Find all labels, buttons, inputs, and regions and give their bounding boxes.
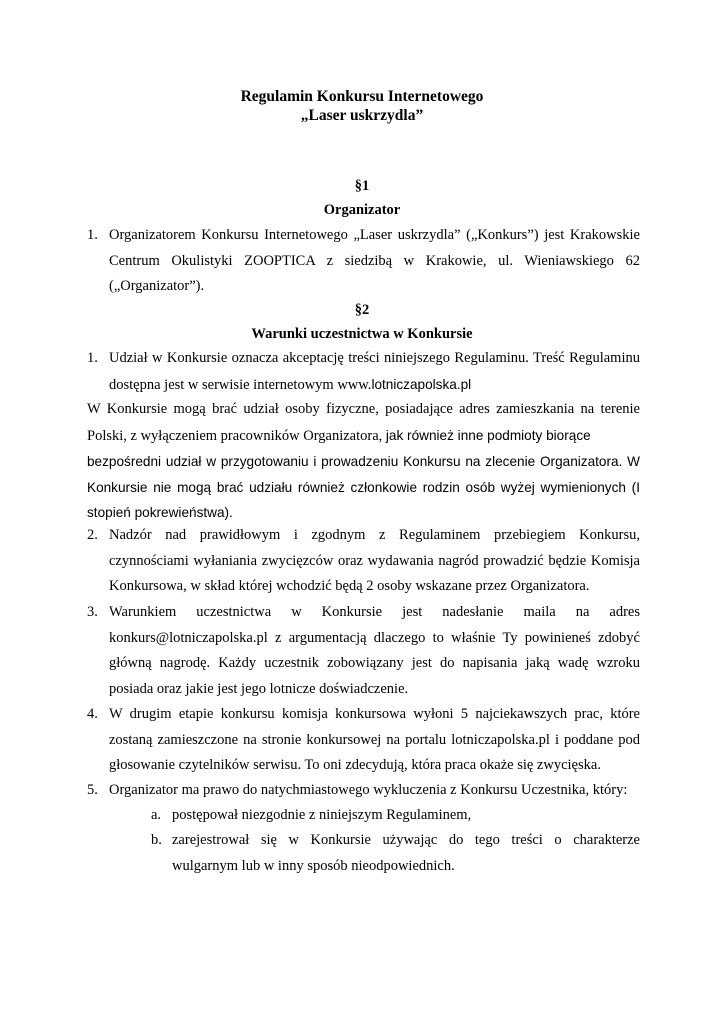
text-line: wulgarnym lub w inny sposób nieodpowiednich. (172, 857, 455, 874)
list-item (109, 600, 640, 702)
sub-item (172, 828, 640, 879)
text-line (87, 423, 640, 450)
website-link[interactable]: lotniczapolska.pl (371, 376, 472, 392)
list-item-number: 5. (87, 782, 98, 798)
section-1-heading: Organizator (323, 202, 401, 218)
text-line: Centrum Okulistyki ZOOPTICA z siedzibą w Krakowie, ul. Wieniawskiego 62 (109, 252, 640, 269)
list-item (109, 702, 640, 779)
eligibility-paragraph (87, 397, 640, 526)
text-line: bezpośredni udział w przygotowaniu i prowadzeniu Konkursu na zlecenie Organizatora. W (87, 454, 640, 469)
text-line: stopień pokrewieństwa). (87, 505, 233, 520)
text-line: W drugim etapie konkursu komisja konkursowa wyłoni 5 najciekawszych prac, które (109, 706, 640, 722)
list-item-number: 2. (87, 527, 98, 543)
list-item (109, 778, 640, 804)
document-title: Regulamin Konkursu Internetowego (240, 88, 484, 105)
list-item-number: 3. (87, 604, 98, 620)
list-item (109, 523, 640, 600)
text-segment: jak również inne podmioty biorące (385, 427, 591, 443)
text-line: Organizator ma prawo do natychmiastowego wykluczenia z Konkursu Uczestnika, który: (109, 782, 628, 798)
section-2-symbol: §2 (354, 302, 370, 318)
text-line: głosowanie czytelników serwisu. To oni zdecydują, która praca okaże się zwycięska. (109, 757, 601, 773)
sub-item-letter: b. (151, 832, 162, 848)
text-line: zostaną zamieszczone na stronie konkursowej na portalu lotniczapolska.pl i poddane pod (109, 731, 640, 748)
list-item-number: 1. (87, 350, 98, 366)
text-line: Udział w Konkursie oznacza akceptację treści niniejszego Regulaminu. Treść Regulaminu (109, 350, 640, 366)
section-2-heading: Warunki uczestnictwa w Konkursie (251, 326, 473, 342)
text-line: czynnościami wyłaniania zwycięzców oraz wydawania nagród prowadzić będzie Komisja (109, 552, 640, 569)
text-line: Konkursowa, w skład której wchodzić będą 2 osoby wskazane przez Organizatora. (109, 578, 590, 594)
text-line: główną nagrodę. Każdy uczestnik zobowiązany jest do napisania jaką wadę wzroku (109, 655, 640, 671)
text-segment: dostępna jest w serwisie internetowym www. (109, 376, 372, 393)
text-line: („Organizator”). (109, 278, 205, 294)
text-line: Konkursie nie mogą brać udziału również członkowie rodzin osób wyżej wymienionych (I (87, 479, 640, 495)
list-item (109, 346, 640, 398)
text-line: posiada oraz jakie jest jego lotnicze doświadczenie. (109, 680, 409, 697)
text-line: W Konkursie mogą brać udział osoby fizyczne, posiadające adres zamieszkania na terenie (87, 401, 640, 417)
list-item (109, 223, 640, 300)
text-line: Warunkiem uczestnictwa w Konkursie jest nadesłanie maila na adres (109, 604, 640, 620)
list-item-number: 4. (87, 706, 98, 722)
sub-item (172, 803, 640, 829)
text-line: konkurs@lotniczapolska.pl z argumentacją dlaczego to właśnie Ty powinieneś zdobyć (109, 629, 640, 646)
text-line: Organizatorem Konkursu Internetowego „Laser uskrzydla” („Konkurs”) jest Krakowskie (109, 227, 640, 243)
section-1-symbol: §1 (354, 178, 370, 194)
text-line: Nadzór nad prawidłowym i zgodnym z Regulaminem przebiegiem Konkursu, (109, 527, 640, 543)
text-line: zarejestrował się w Konkursie używając do tego treści o charakterze (172, 832, 640, 848)
document-subtitle: „Laser uskrzydla” (300, 107, 424, 124)
text-line: postępował niezgodnie z niniejszym Regulaminem, (172, 807, 472, 823)
list-item-number: 1. (87, 227, 98, 243)
text-line (109, 372, 640, 399)
sub-item-letter: a. (151, 807, 162, 823)
text-segment: Polski, z wyłączeniem pracowników Organizatora, (87, 427, 386, 444)
